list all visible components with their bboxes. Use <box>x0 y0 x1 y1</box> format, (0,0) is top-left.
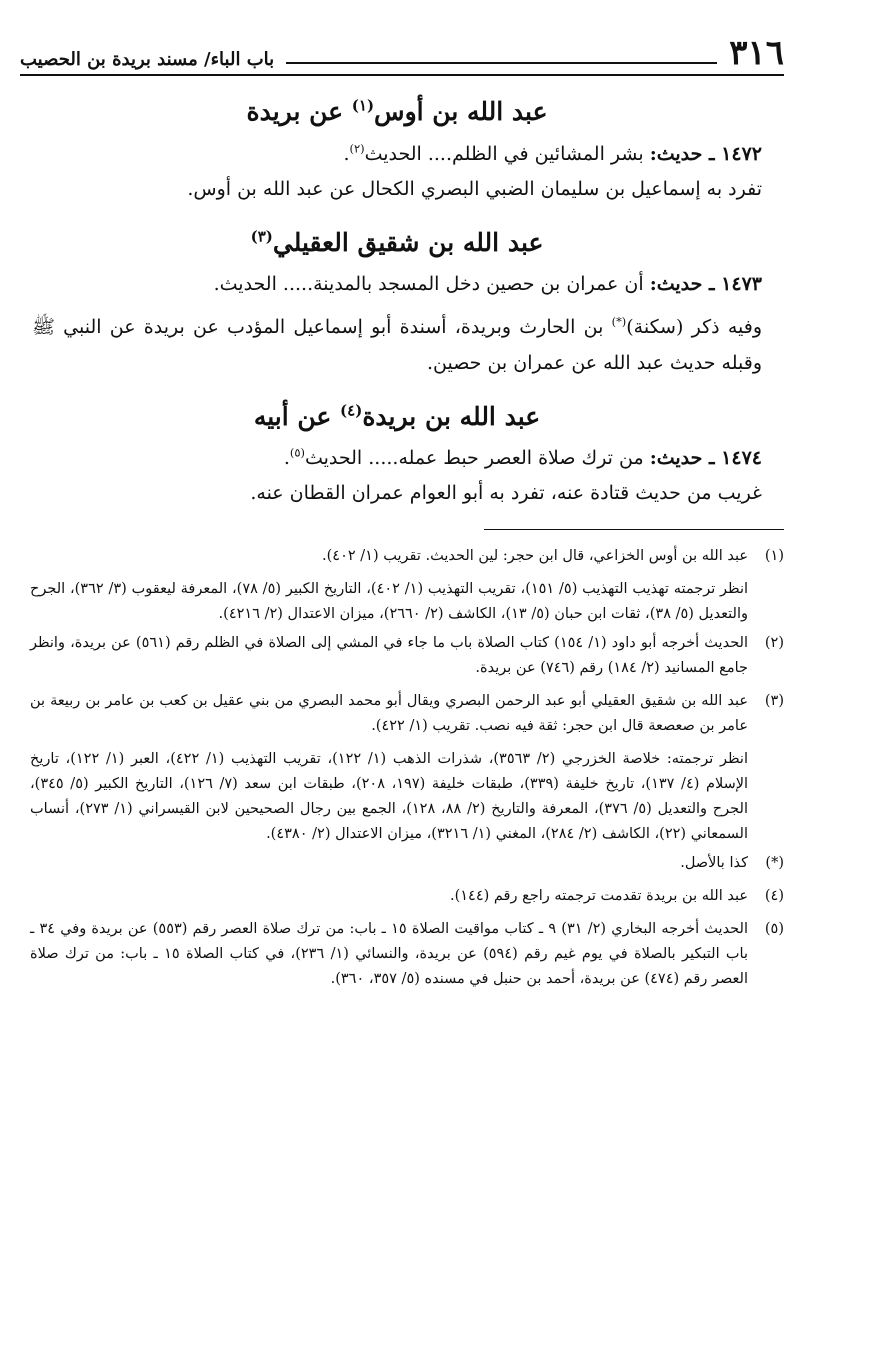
footnote-body <box>30 917 748 996</box>
running-header <box>20 30 784 76</box>
footnote-number: (٣) <box>764 693 784 710</box>
hadith-number: ١٤٧٣ <box>721 273 762 296</box>
hadith-1472 <box>32 137 762 172</box>
footnote-body <box>30 631 748 685</box>
section-title-text: عبد الله بن بريدة <box>362 401 541 431</box>
hadith-end: . <box>283 447 290 470</box>
footnote-3-continuation: انظر ترجمته: خلاصة الخزرجي (٢/ ٣٥٦٣)، شذرات الذهب (١/ ١٢٢)، تقريب التهذيب (١/ ٤٢٢)، العبر (١/ ١٢٢)، تاريخ الإسلام (٤/ ١٣٧)، تاريخ خليفة (٣٣٩)، طبقات خليفة (١٩٧، ٢٠٨)، طبقات ابن سعد (٧/ ١٢٦)، التاريخ الكبير (٥/ ٣٤٥)، الجرح والتعديل (٥/ ٣٧٦)، المعرفة والتاريخ (٢/ ٨٨، ١٢٨)، الجمع بين رجال الصحيحين لابن القيسراني (١/ ٢٧٣)، أنساب السمعاني (٢٢)، الكاشف (٢/ ٢٨٤)، المغني (١/ ٣٢١٦)، ميزان الاعتدال (٢/ ٤٣٨٠). <box>30 751 749 842</box>
footnote-number: (١) <box>764 548 784 565</box>
footnote-star <box>30 851 784 880</box>
footnote-body <box>30 851 748 880</box>
footnote-ref[interactable]: (٢) <box>349 141 365 156</box>
footnote-5 <box>30 917 784 996</box>
header-rule <box>286 62 717 64</box>
hadith-label: ـ حديث: <box>649 273 722 296</box>
footnote-number: (٤) <box>764 887 784 904</box>
section-title-tail: عن بريدة <box>246 97 352 126</box>
hadith-text: أن عمران بن حصين دخل المسجد بالمدينة..... الحديث. <box>213 273 650 296</box>
hadith-1473 <box>32 267 762 302</box>
footnote-4 <box>30 884 784 913</box>
hadith-1474 <box>32 441 762 476</box>
footnote-ref[interactable]: (*) <box>611 315 627 330</box>
commentary-1473 <box>32 310 762 380</box>
footnote-text: كذا بالأصل. <box>680 854 748 871</box>
footnote-ref[interactable]: (٣) <box>250 227 273 246</box>
commentary-1472: تفرد به إسماعيل بن سليمان الضبي البصري الكحال عن عبد الله بن أوس. <box>187 177 762 200</box>
hadith-text: من ترك صلاة العصر حبط عمله..... الحديث <box>304 447 650 470</box>
footnote-number: (٢) <box>764 635 784 652</box>
footnote-2 <box>30 631 784 685</box>
footnote-text: عبد الله بن أوس الخزاعي، قال ابن حجر: لين الحديث. تقريب (١/ ٤٠٢). <box>322 548 748 565</box>
hadith-label: ـ حديث: <box>649 447 722 470</box>
commentary-part-a: وفيه ذكر (سكنة) <box>626 316 762 339</box>
footnote-body <box>30 689 748 743</box>
footnote-1 <box>30 544 784 573</box>
footnote-ref[interactable]: (٥) <box>289 445 305 460</box>
page-number: ٣١٦ <box>729 33 784 73</box>
footnote-body <box>30 544 748 573</box>
footnote-1-continuation: انظر ترجمته تهذيب التهذيب (٥/ ١٥١)، تقريب التهذيب (١/ ٤٠٢)، التاريخ الكبير (٥/ ٧٨)، المعرفة ليعقوب (٣/ ٣٦٢)، الجرح والتعديل (٥/ ٣٨)، ثقات ابن حبان (٥/ ١٣)، الكاشف (٢/ ٢٦٦٠)، ميزان الاعتدال (٢/ ٤٢١٦). <box>30 581 749 623</box>
footnote-text: الحديث أخرجه أبو داود (١/ ١٥٤) كتاب الصلاة باب ما جاء في المشي إلى الصلاة في الظلم رقم (٥٦١) عن بريدة، وانظر جامع المسانيد (٢/ ١٨٤) رقم (٧٤٦) عن بريدة. <box>30 635 748 677</box>
hadith-number: ١٤٧٤ <box>721 447 762 470</box>
footnotes <box>20 544 784 995</box>
footnote-ref[interactable]: (٤) <box>340 401 363 420</box>
footnote-number: (*) <box>765 854 784 871</box>
footnote-text: الحديث أخرجه البخاري (٢/ ٣١) ٩ ـ كتاب مواقيت الصلاة ١٥ ـ باب: من ترك صلاة العصر رقم (٥٥٣) عن بريدة وفي ٣٤ ـ باب التبكير بالصلاة في يوم غيم رقم (٥٩٤) عن بريدة، والنسائي (١/ ٢٣٦)، في كتاب الصلاة ١٥ ـ باب: من ترك صلاة العصر رقم (٤٧٤) عن بريدة، أحمد بن حنبل في مسنده (٥/ ٣٥٧، ٣٦٠). <box>30 920 749 987</box>
footnote-text: عبد الله بن بريدة تقدمت ترجمته راجع رقم (١٤٤). <box>449 887 748 904</box>
hadith-label: ـ حديث: <box>649 142 722 165</box>
footnote-number: (٥) <box>764 920 784 937</box>
hadith-text: بشر المشائين في الظلم.... الحديث <box>364 142 650 165</box>
section-title-tail: عن أبيه <box>253 401 341 431</box>
running-title: باب الباء/ مسند بريدة بن الحصيب <box>20 49 275 70</box>
section-title-ibn-aws <box>32 96 762 129</box>
hadith-end: . <box>343 142 350 165</box>
footnote-body <box>30 884 748 913</box>
footnote-ref[interactable]: (١) <box>351 96 375 115</box>
footnote-3 <box>30 689 784 743</box>
section-title-text: عبد الله بن شقيق العقيلي <box>272 227 544 257</box>
section-title-text: عبد الله بن أوس <box>374 97 548 126</box>
section-title-ibn-buraida <box>32 401 762 434</box>
commentary-1474: غريب من حديث قتادة عنه، تفرد به أبو العوام عمران القطان عنه. <box>250 482 762 505</box>
book-page <box>20 30 784 999</box>
section-title-shaqiq <box>32 227 762 260</box>
hadith-number: ١٤٧٢ <box>721 142 762 165</box>
footnote-text: عبد الله بن شقيق العقيلي أبو عبد الرحمن البصري ويقال أبو محمد البصري من بني عقيل بن كعب بن عامر بن ربيعة بن عامر بن صعصعة قال ابن حجر: ثقة فيه نصب. تقريب (١/ ٤٢٢). <box>30 693 748 735</box>
commentary-part-b: بن الحارث وبريدة، أسندة أبو إسماعيل المؤدب عن بريدة عن النبي ﷺ وقبله حديث عبد الله عن عمران بن حصين. <box>32 316 762 374</box>
footnote-divider <box>484 529 784 530</box>
main-text <box>20 96 784 511</box>
